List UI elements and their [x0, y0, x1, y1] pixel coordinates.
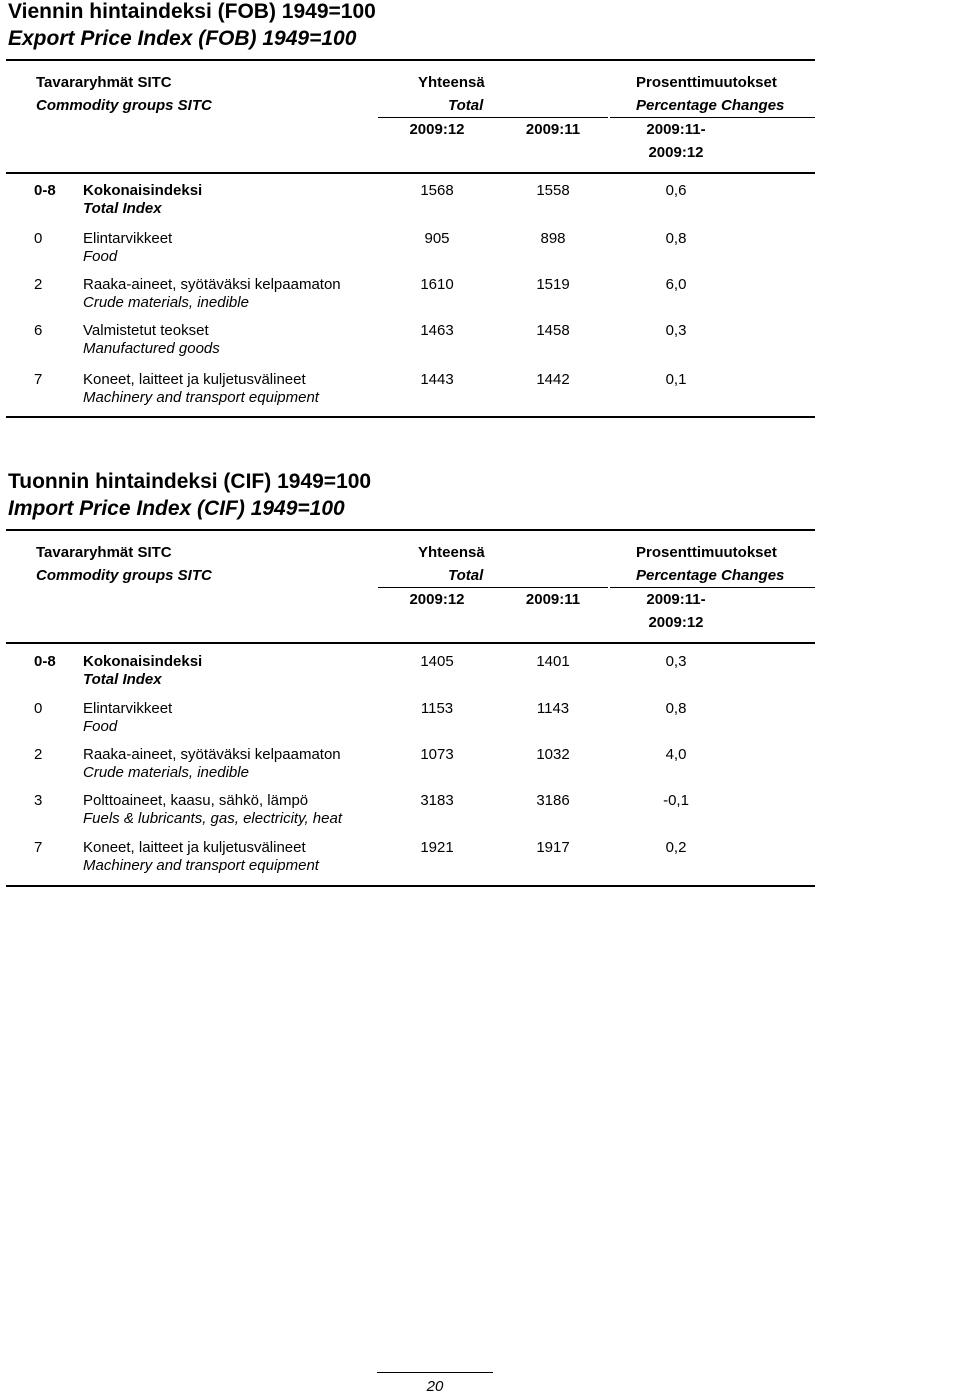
rule-top [6, 529, 815, 531]
row-value-2009-12: 1153 [420, 700, 454, 717]
row-label-fi: Elintarvikkeet [83, 700, 173, 717]
table-row [0, 371, 960, 411]
row-value-2009-11: 1558 [536, 182, 570, 199]
rule-top [6, 59, 815, 61]
header-groups-en: Commodity groups SITC [36, 567, 212, 584]
header-col2: 2009:11 [525, 121, 581, 138]
rule-pct [610, 117, 815, 118]
rule-bottom [6, 885, 815, 887]
header-col3a: 2009:11- [646, 591, 706, 608]
row-value-2009-12: 1443 [420, 371, 454, 388]
rule-total [378, 117, 608, 118]
row-pct-change: -0,1 [663, 792, 689, 809]
row-code: 2 [34, 746, 43, 763]
row-label-en: Crude materials, inedible [83, 764, 249, 781]
section-subtitle: Import Price Index (CIF) 1949=100 [8, 497, 345, 520]
row-label-fi: Kokonaisindeksi [83, 653, 203, 670]
header-col2: 2009:11 [525, 591, 581, 608]
row-code: 7 [34, 371, 43, 388]
row-label-en: Machinery and transport equipment [83, 857, 319, 874]
row-pct-change: 0,3 [665, 653, 687, 670]
row-label-en: Food [83, 718, 118, 735]
row-pct-change: 6,0 [665, 276, 687, 293]
row-pct-change: 0,8 [665, 700, 687, 717]
row-value-2009-11: 3186 [536, 792, 570, 809]
header-col3a: 2009:11- [646, 121, 706, 138]
table-row [0, 276, 960, 316]
table-row [0, 746, 960, 786]
rule-header [6, 642, 815, 644]
row-value-2009-12: 1463 [420, 322, 454, 339]
header-col1: 2009:12 [409, 591, 465, 608]
row-code: 6 [34, 322, 43, 339]
header-total-fi: Yhteensä [418, 544, 485, 561]
row-label-fi: Valmistetut teokset [83, 322, 209, 339]
row-pct-change: 0,8 [665, 230, 687, 247]
rule-total [378, 587, 608, 588]
row-value-2009-12: 1568 [420, 182, 454, 199]
table-row [0, 653, 960, 693]
row-label-en: Food [83, 248, 118, 265]
row-value-2009-12: 3183 [420, 792, 454, 809]
row-label-fi: Polttoaineet, kaasu, sähkö, lämpö [83, 792, 309, 809]
table-row [0, 230, 960, 270]
rule-header [6, 172, 815, 174]
row-label-en: Total Index [83, 200, 162, 217]
row-code: 7 [34, 839, 43, 856]
header-pct-fi: Prosenttimuutokset [636, 544, 777, 561]
row-pct-change: 0,6 [665, 182, 687, 199]
footer-rule [377, 1372, 493, 1373]
header-total-en: Total [448, 97, 484, 114]
row-value-2009-12: 1921 [420, 839, 454, 856]
row-value-2009-11: 1917 [536, 839, 570, 856]
row-value-2009-11: 1442 [536, 371, 570, 388]
table-row [0, 182, 960, 222]
header-col3b: 2009:12 [648, 144, 704, 161]
row-label-en: Fuels & lubricants, gas, electricity, heat [83, 810, 342, 827]
table-row [0, 700, 960, 740]
row-value-2009-11: 1401 [536, 653, 570, 670]
row-label-fi: Raaka-aineet, syötäväksi kelpaamaton [83, 276, 341, 293]
header-groups-fi: Tavararyhmät SITC [36, 74, 172, 91]
table-row [0, 839, 960, 879]
row-pct-change: 0,2 [665, 839, 687, 856]
row-value-2009-12: 1610 [420, 276, 454, 293]
row-value-2009-11: 1143 [536, 700, 570, 717]
header-pct-en: Percentage Changes [636, 97, 785, 114]
header-col3b: 2009:12 [648, 614, 704, 631]
row-label-fi: Raaka-aineet, syötäväksi kelpaamaton [83, 746, 341, 763]
row-value-2009-11: 1458 [536, 322, 570, 339]
row-pct-change: 0,3 [665, 322, 687, 339]
row-label-fi: Elintarvikkeet [83, 230, 173, 247]
row-value-2009-11: 1519 [536, 276, 570, 293]
row-label-fi: Kokonaisindeksi [83, 182, 203, 199]
table-row [0, 322, 960, 362]
page-number: 20 [426, 1378, 444, 1395]
row-code: 3 [34, 792, 43, 809]
row-value-2009-12: 905 [424, 230, 450, 247]
header-groups-fi: Tavararyhmät SITC [36, 544, 172, 561]
section-title: Tuonnin hintaindeksi (CIF) 1949=100 [8, 470, 372, 493]
table-row [0, 792, 960, 832]
row-label-fi: Koneet, laitteet ja kuljetusvälineet [83, 839, 306, 856]
header-total-en: Total [448, 567, 484, 584]
header-groups-en: Commodity groups SITC [36, 97, 212, 114]
row-pct-change: 4,0 [665, 746, 687, 763]
row-value-2009-11: 898 [540, 230, 566, 247]
rule-pct [610, 587, 815, 588]
row-value-2009-12: 1073 [420, 746, 454, 763]
row-code: 0-8 [34, 653, 56, 670]
row-code: 0 [34, 230, 43, 247]
header-pct-fi: Prosenttimuutokset [636, 74, 777, 91]
row-label-en: Crude materials, inedible [83, 294, 249, 311]
row-label-en: Manufactured goods [83, 340, 220, 357]
header-col1: 2009:12 [409, 121, 465, 138]
header-total-fi: Yhteensä [418, 74, 485, 91]
row-value-2009-12: 1405 [420, 653, 454, 670]
row-pct-change: 0,1 [665, 371, 687, 388]
row-label-en: Machinery and transport equipment [83, 389, 319, 406]
row-value-2009-11: 1032 [536, 746, 570, 763]
row-code: 0-8 [34, 182, 56, 199]
rule-bottom [6, 416, 815, 418]
section-title: Viennin hintaindeksi (FOB) 1949=100 [8, 0, 376, 23]
section-subtitle: Export Price Index (FOB) 1949=100 [8, 27, 357, 50]
header-pct-en: Percentage Changes [636, 567, 785, 584]
row-label-en: Total Index [83, 671, 162, 688]
row-code: 2 [34, 276, 43, 293]
row-code: 0 [34, 700, 43, 717]
row-label-fi: Koneet, laitteet ja kuljetusvälineet [83, 371, 306, 388]
